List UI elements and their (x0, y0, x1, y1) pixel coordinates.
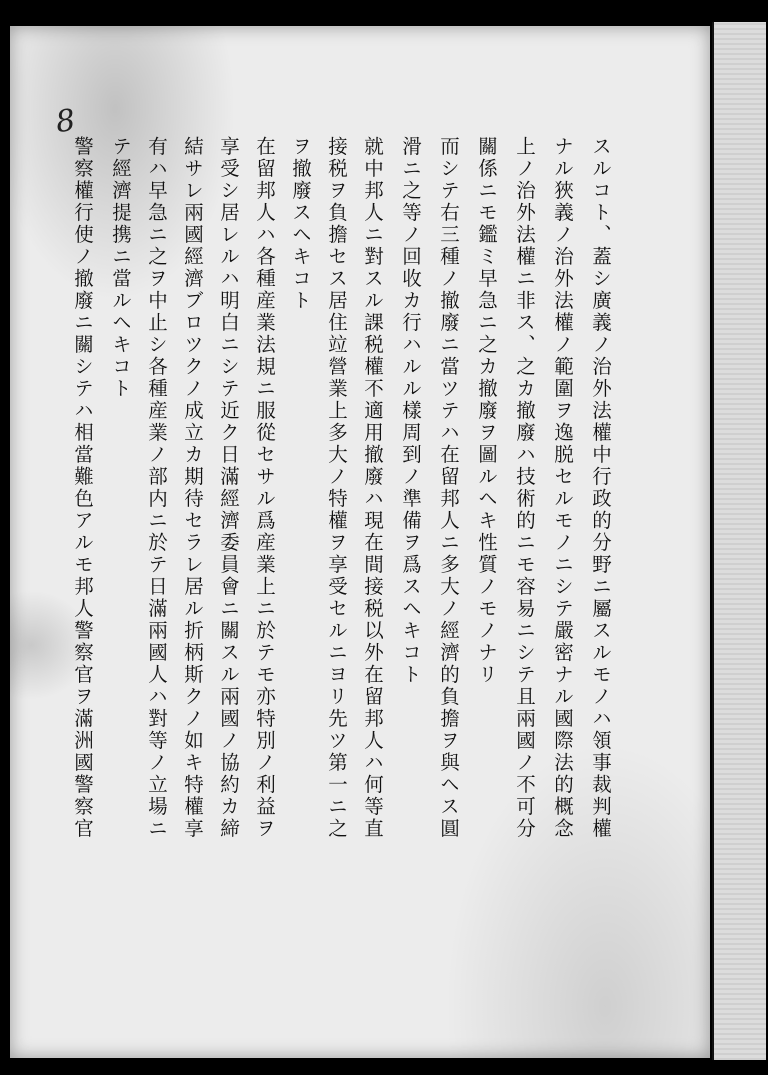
text-column-13: 有ハ早急ニ之ヲ中止シ各種産業ノ部内ニ於テ日滿兩國人ハ對等ノ立場ニ (145, 136, 168, 840)
text-column-8: 接税ヲ負擔セス居住竝營業上多大ノ特權ヲ享受セルニヨリ先ツ第一ニ之 (325, 136, 348, 840)
text-column-12: 結サレ兩國經濟ブロツクノ成立カ期待セラレ居ル折柄斯クノ如キ特權享 (181, 136, 204, 840)
adjacent-page-strip (714, 22, 766, 1060)
text-column-6: 滑ニ之等ノ回收カ行ハルル樣周到ノ準備ヲ爲スヘキコト (399, 136, 422, 686)
text-column-4: 關係ニモ鑑ミ早急ニ之カ撤廢ヲ圖ルヘキ性質ノモノナリ (475, 136, 498, 686)
handwritten-page-number: 8 (53, 102, 78, 141)
text-column-1: スルコト、蓋シ廣義ノ治外法權中行政的分野ニ屬スルモノハ領事裁判權 (589, 136, 612, 840)
text-column-14: テ經濟提携ニ當ルヘキコト (109, 136, 132, 400)
text-column-10: 在留邦人ハ各種産業法規ニ服從セサル爲産業上ニ於テモ亦特別ノ利益ヲ (253, 136, 276, 840)
text-column-3: 上ノ治外法權ニ非ス、之カ撤廢ハ技術的ニモ容易ニシテ且兩國ノ不可分 (513, 136, 536, 840)
text-column-2: ナル狹義ノ治外法權ノ範圍ヲ逸脱セルモノニシテ嚴密ナル國際法的概念 (551, 136, 574, 840)
text-column-15: 警察權行使ノ撤廢ニ關シテハ相當難色アルモ邦人警察官ヲ滿洲國警察官 (71, 136, 94, 840)
text-column-7: 就中邦人ニ對スル課税權不適用撤廢ハ現在間接税以外在留邦人ハ何等直 (361, 136, 384, 840)
text-column-11: 享受シ居レルハ明白ニシテ近ク日滿經濟委員會ニ關スル兩國ノ協約カ締 (217, 136, 240, 840)
text-column-9: ヲ撤廢スヘキコト (289, 136, 312, 312)
text-column-5: 而シテ右三種ノ撤廢ニ當ツテハ在留邦人ニ多大ノ經濟的負擔ヲ與ヘス圓 (437, 136, 460, 840)
